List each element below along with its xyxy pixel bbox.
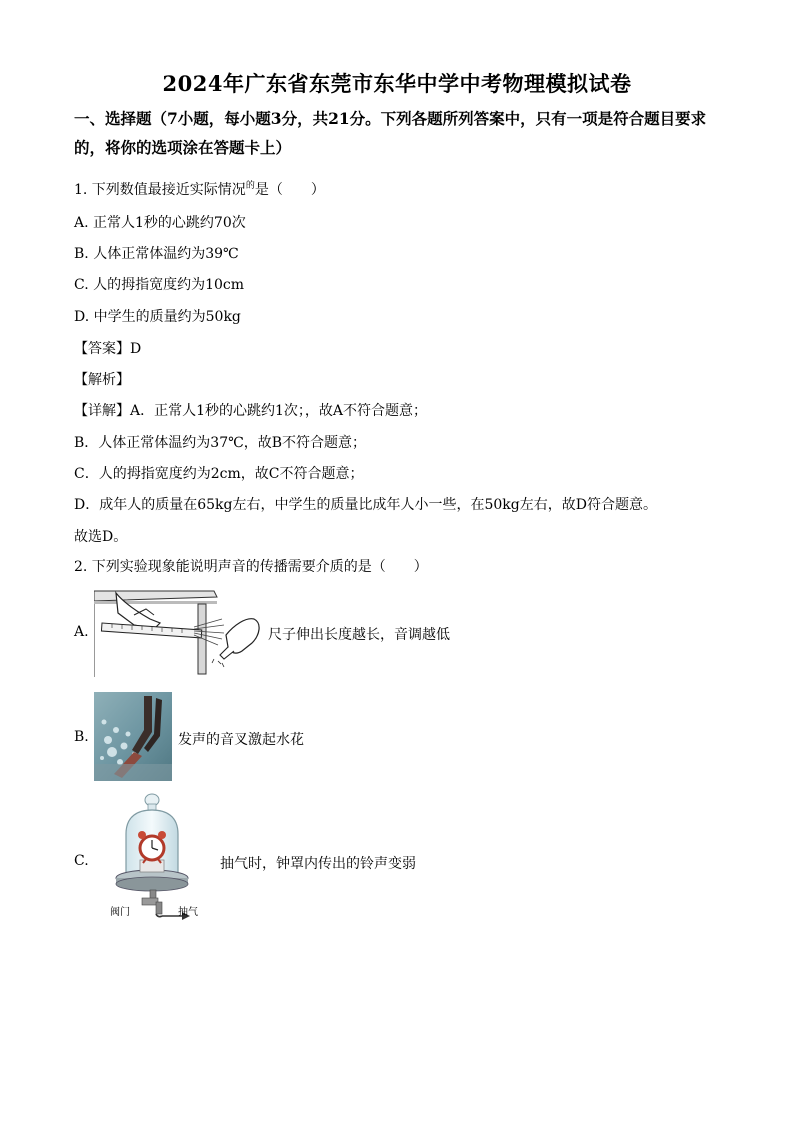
detail-line-2: B．人体正常体温约为37℃，故B不符合题意； — [74, 435, 367, 451]
q2-stem: 2. 下列实验现象能说明声音的传播需要介质的是（ ） — [74, 559, 428, 575]
answer-value: D — [130, 341, 142, 357]
q1-stem-text: 1. 下列数值最接近实际情况 — [74, 182, 246, 198]
q2-option-c-caption: 抽气时，钟罩内传出的铃声变弱 — [220, 856, 416, 872]
pump-label: 抽气 — [178, 907, 198, 918]
ruler-table-figure — [94, 589, 262, 677]
q1-option-d: D. 中学生的质量约为50kg — [74, 309, 241, 325]
tuning-fork-water-photo — [94, 692, 172, 781]
q1-option-a: A. 正常人1秒的心跳约70次 — [74, 215, 246, 231]
q2-option-b-letter: B. — [74, 729, 89, 745]
detail-line-5: 故选D。 — [74, 529, 128, 545]
answer-label: 【答案】 — [74, 341, 130, 357]
detail-line-4: D．成年人的质量在65kg左右，中学生的质量比成年人小一些，在50kg左右，故D符合题意。 — [74, 497, 657, 513]
q2-option-c-letter: C. — [74, 853, 89, 869]
valve-label: 阀门 — [110, 907, 130, 918]
q2-option-b-caption: 发声的音叉激起水花 — [178, 732, 304, 748]
detail-line-3: C．人的拇指宽度约为2cm，故C不符合题意； — [74, 466, 364, 482]
section-heading: 一、选择题（7小题，每小题3分，共21分。下列各题所列答案中，只有一项是符合题目要求的，将你的选项涂在答题卡上） — [74, 109, 707, 157]
page-title: 2024年广东省东莞市东华中学中考物理模拟试卷 — [162, 71, 632, 96]
q1-option-c: C. 人的拇指宽度约为10cm — [74, 277, 245, 293]
q2-option-a-caption: 尺子伸出长度越长，音调越低 — [268, 627, 450, 643]
q1-answer — [74, 338, 141, 358]
q1-option-b: B. 人体正常体温约为39℃ — [74, 246, 239, 262]
q1-stem-small: 的 — [245, 181, 255, 191]
q2-option-a-letter: A. — [74, 624, 89, 640]
q1-stem-end: 是（ ） — [254, 182, 325, 198]
detail-line-1: 【详解】A．正常人1秒的心跳约1次；，故A不符合题意； — [74, 403, 428, 419]
q1-stem — [74, 178, 325, 199]
analysis-label: 【解析】 — [74, 372, 130, 388]
